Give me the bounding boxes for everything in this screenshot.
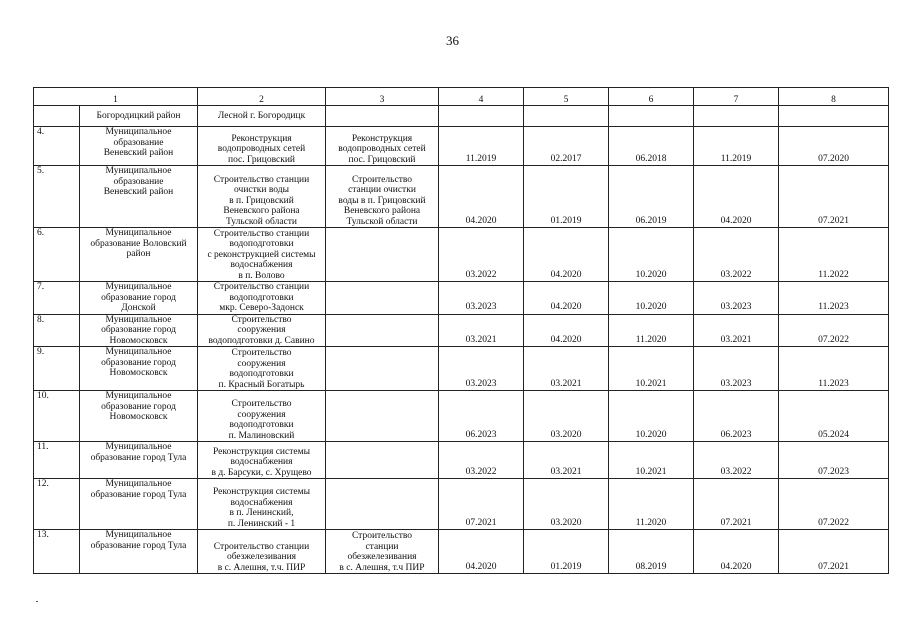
object-cell: Строительство сооружения водоподготовки д. Савино bbox=[198, 314, 326, 347]
date-col-4: 03.2022 bbox=[439, 228, 524, 282]
municipality-cell: Муниципальное образование город Донской bbox=[80, 282, 198, 315]
carry-empty-7 bbox=[694, 106, 779, 127]
carry-empty-3 bbox=[326, 106, 439, 127]
row-number: 12. bbox=[34, 479, 80, 530]
date-col-6: 08.2019 bbox=[609, 530, 694, 574]
date-col-6: 10.2021 bbox=[609, 442, 694, 479]
date-col-6: 10.2020 bbox=[609, 282, 694, 315]
data-table bbox=[33, 87, 889, 574]
header-col-3: 3 bbox=[326, 88, 439, 106]
row-number: 13. bbox=[34, 530, 80, 574]
header-col-4: 4 bbox=[439, 88, 524, 106]
row-number: 6. bbox=[34, 228, 80, 282]
date-col-5: 03.2021 bbox=[524, 347, 609, 391]
municipality-cell: Муниципальное образование город Тула bbox=[80, 479, 198, 530]
row-number: 4. bbox=[34, 127, 80, 166]
carry-empty-6 bbox=[609, 106, 694, 127]
date-col-7: 07.2021 bbox=[694, 479, 779, 530]
header-col-8: 8 bbox=[779, 88, 889, 106]
date-col-5: 01.2019 bbox=[524, 166, 609, 228]
scan-mark bbox=[36, 601, 38, 602]
document-cell bbox=[326, 347, 439, 391]
date-col-5: 04.2020 bbox=[524, 228, 609, 282]
row-number: 8. bbox=[34, 314, 80, 347]
municipality-cell: Муниципальное образование город Новомосковск bbox=[80, 391, 198, 442]
carry-empty-5 bbox=[524, 106, 609, 127]
date-col-8: 07.2023 bbox=[779, 442, 889, 479]
date-col-8: 07.2021 bbox=[779, 166, 889, 228]
date-col-7: 03.2022 bbox=[694, 442, 779, 479]
header-col-1: 1 bbox=[34, 88, 198, 106]
header-col-7: 7 bbox=[694, 88, 779, 106]
document-cell bbox=[326, 391, 439, 442]
date-col-4: 04.2020 bbox=[439, 530, 524, 574]
row-number: 11. bbox=[34, 442, 80, 479]
document-cell bbox=[326, 442, 439, 479]
header-col-6: 6 bbox=[609, 88, 694, 106]
municipality-cell: Муниципальное образование Веневский район bbox=[80, 166, 198, 228]
municipality-cell: Муниципальное образование город Тула bbox=[80, 442, 198, 479]
date-col-4: 06.2023 bbox=[439, 391, 524, 442]
object-cell: Строительство сооружения водоподготовки п. Малиновский bbox=[198, 391, 326, 442]
date-col-5: 02.2017 bbox=[524, 127, 609, 166]
date-col-4: 11.2019 bbox=[439, 127, 524, 166]
date-col-8: 05.2024 bbox=[779, 391, 889, 442]
object-cell: Строительство станции водоподготовки мкр. Северо-Задонск bbox=[198, 282, 326, 315]
table-row bbox=[34, 166, 889, 228]
date-col-6: 11.2020 bbox=[609, 314, 694, 347]
carry-over-row bbox=[34, 106, 889, 127]
carry-empty-8 bbox=[779, 106, 889, 127]
date-col-8: 11.2022 bbox=[779, 228, 889, 282]
municipality-cell: Муниципальное образование Воловский район bbox=[80, 228, 198, 282]
date-col-5: 03.2020 bbox=[524, 391, 609, 442]
document-cell: Строительство станции обезжелезивания в с. Алешня, т.ч ПИР bbox=[326, 530, 439, 574]
date-col-4: 04.2020 bbox=[439, 166, 524, 228]
object-cell: Реконструкция системы водоснабжения в п. Ленинский, п. Ленинский - 1 bbox=[198, 479, 326, 530]
table-body bbox=[34, 88, 889, 574]
municipality-cell: Муниципальное образование город Новомосковск bbox=[80, 347, 198, 391]
table-row bbox=[34, 127, 889, 166]
date-col-7: 03.2022 bbox=[694, 228, 779, 282]
table-row bbox=[34, 530, 889, 574]
date-col-6: 06.2019 bbox=[609, 166, 694, 228]
date-col-5: 04.2020 bbox=[524, 282, 609, 315]
object-cell: Реконструкция водопроводных сетей пос. Грицовский bbox=[198, 127, 326, 166]
municipality-cell: Муниципальное образование город Новомосковск bbox=[80, 314, 198, 347]
date-col-8: 07.2020 bbox=[779, 127, 889, 166]
date-col-5: 04.2020 bbox=[524, 314, 609, 347]
date-col-6: 10.2020 bbox=[609, 391, 694, 442]
municipality-cell: Муниципальное образование город Тула bbox=[80, 530, 198, 574]
document-cell bbox=[326, 314, 439, 347]
date-col-4: 07.2021 bbox=[439, 479, 524, 530]
date-col-4: 03.2022 bbox=[439, 442, 524, 479]
date-col-7: 03.2023 bbox=[694, 282, 779, 315]
header-col-5: 5 bbox=[524, 88, 609, 106]
row-number: 7. bbox=[34, 282, 80, 315]
carry-object: Лесной г. Богородицк bbox=[198, 106, 326, 127]
row-number: 5. bbox=[34, 166, 80, 228]
document-cell bbox=[326, 479, 439, 530]
row-number: 10. bbox=[34, 391, 80, 442]
date-col-7: 11.2019 bbox=[694, 127, 779, 166]
object-cell: Реконструкция системы водоснабжения в д. Барсуки, с. Хрущево bbox=[198, 442, 326, 479]
date-col-6: 10.2020 bbox=[609, 228, 694, 282]
table-row bbox=[34, 228, 889, 282]
municipality-cell: Муниципальное образование Веневский район bbox=[80, 127, 198, 166]
object-cell: Строительство станции очистки воды в п. Грицовский Веневского района Тульской области bbox=[198, 166, 326, 228]
date-col-8: 07.2022 bbox=[779, 314, 889, 347]
table-row bbox=[34, 479, 889, 530]
date-col-8: 11.2023 bbox=[779, 347, 889, 391]
document-cell: Реконструкция водопроводных сетей пос. Грицовский bbox=[326, 127, 439, 166]
header-number-row bbox=[34, 88, 889, 106]
table-row bbox=[34, 314, 889, 347]
table-row bbox=[34, 282, 889, 315]
object-cell: Строительство сооружения водоподготовки п. Красный Богатырь bbox=[198, 347, 326, 391]
date-col-6: 06.2018 bbox=[609, 127, 694, 166]
header-col-2: 2 bbox=[198, 88, 326, 106]
date-col-5: 01.2019 bbox=[524, 530, 609, 574]
carry-municipality: Богородицкий район bbox=[80, 106, 198, 127]
carry-num-cell bbox=[34, 106, 80, 127]
row-number: 9. bbox=[34, 347, 80, 391]
document-cell bbox=[326, 228, 439, 282]
date-col-5: 03.2021 bbox=[524, 442, 609, 479]
table-row bbox=[34, 347, 889, 391]
date-col-7: 03.2021 bbox=[694, 314, 779, 347]
date-col-6: 10.2021 bbox=[609, 347, 694, 391]
date-col-4: 03.2023 bbox=[439, 347, 524, 391]
object-cell: Строительство станции обезжелезивания в с. Алешня, т.ч. ПИР bbox=[198, 530, 326, 574]
carry-empty-4 bbox=[439, 106, 524, 127]
date-col-7: 06.2023 bbox=[694, 391, 779, 442]
object-cell: Строительство станции водоподготовки с реконструкцией системы водоснабжения в п. Волово bbox=[198, 228, 326, 282]
table-row bbox=[34, 391, 889, 442]
date-col-7: 03.2023 bbox=[694, 347, 779, 391]
date-col-4: 03.2021 bbox=[439, 314, 524, 347]
date-col-6: 11.2020 bbox=[609, 479, 694, 530]
document-cell: Строительство станции очистки воды в п. Грицовский Веневского района Тульской области bbox=[326, 166, 439, 228]
page-number: 36 bbox=[446, 33, 459, 48]
document-cell bbox=[326, 282, 439, 315]
date-col-7: 04.2020 bbox=[694, 530, 779, 574]
date-col-4: 03.2023 bbox=[439, 282, 524, 315]
date-col-8: 07.2021 bbox=[779, 530, 889, 574]
date-col-7: 04.2020 bbox=[694, 166, 779, 228]
date-col-8: 07.2022 bbox=[779, 479, 889, 530]
table-row bbox=[34, 442, 889, 479]
date-col-8: 11.2023 bbox=[779, 282, 889, 315]
date-col-5: 03.2020 bbox=[524, 479, 609, 530]
